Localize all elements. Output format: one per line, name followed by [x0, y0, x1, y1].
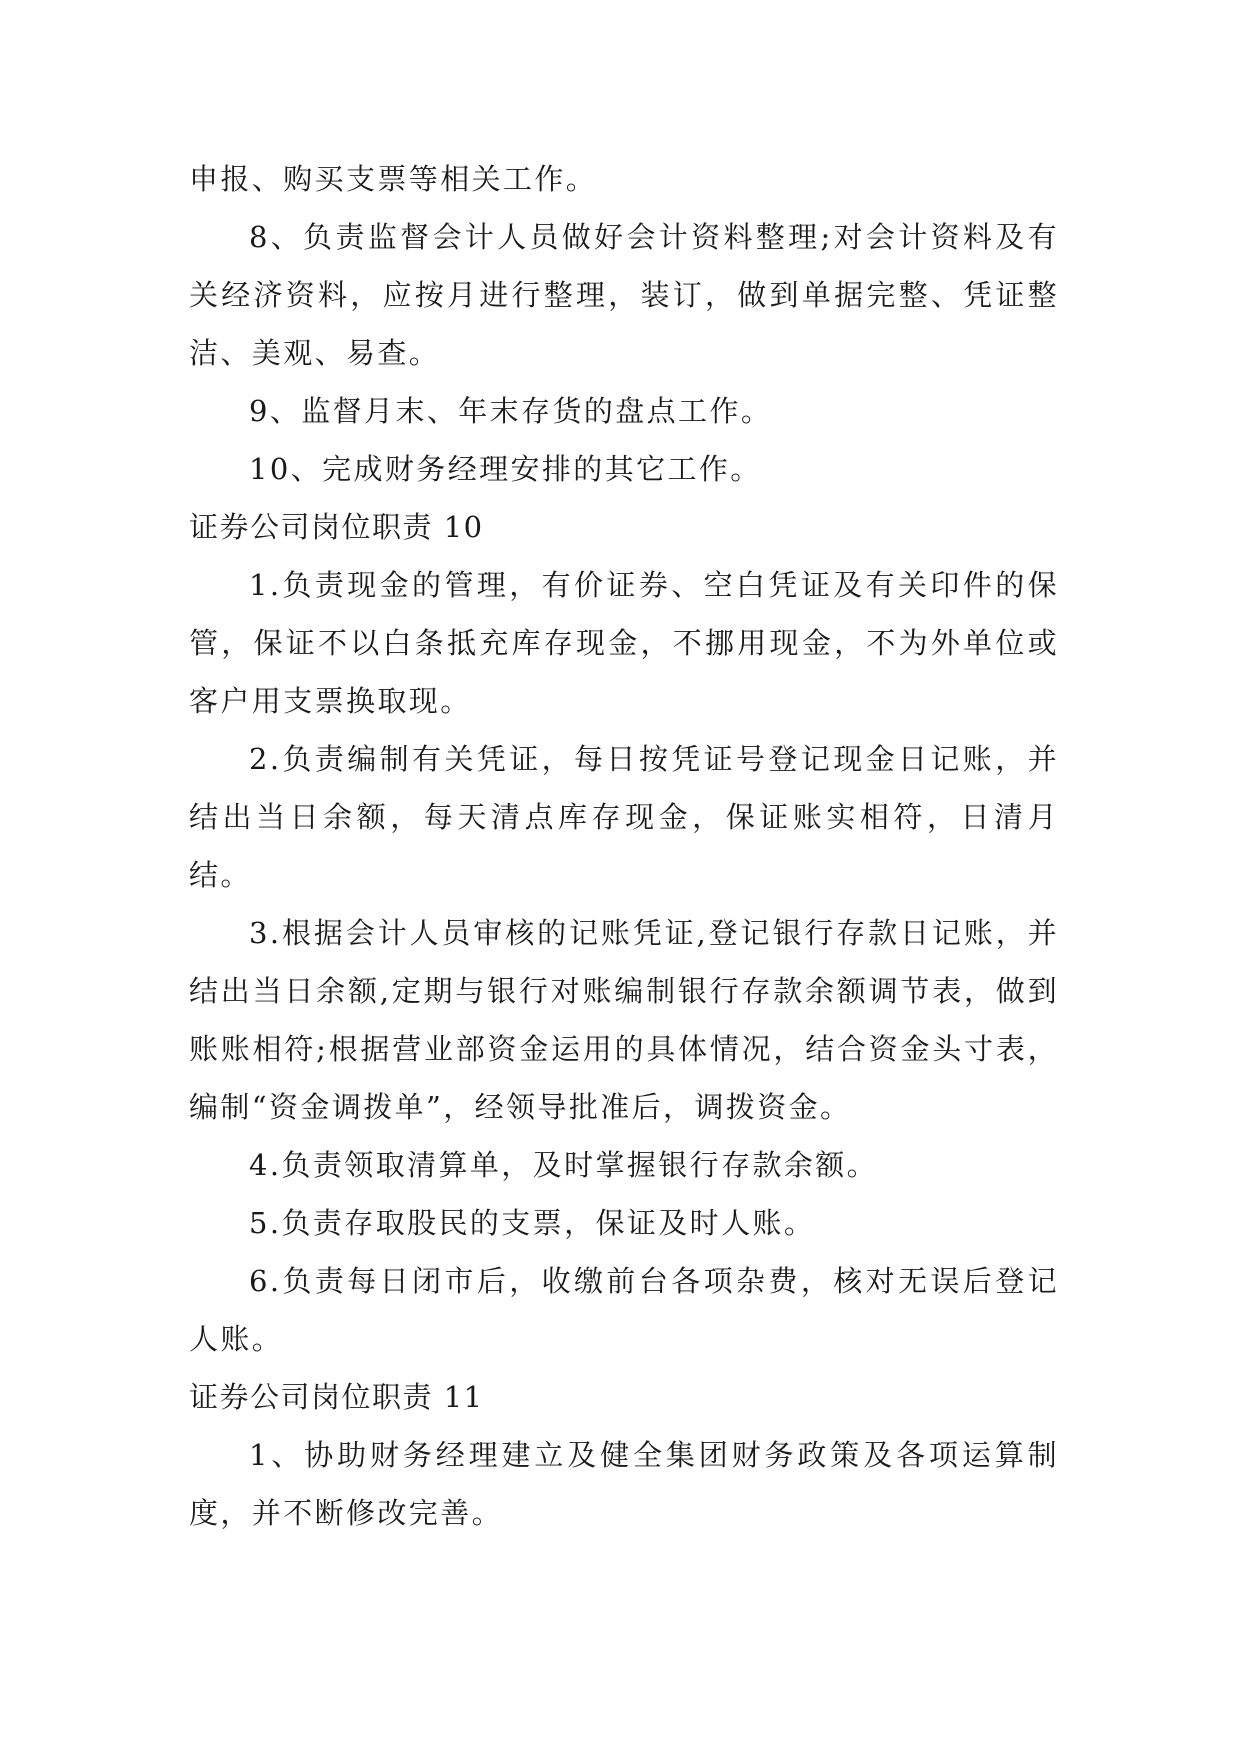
duty-item-8: 8、负责监督会计人员做好会计资料整理;对会计资料及有关经济资料，应按月进行整理，装订，做到单据完整、凭证整洁、美观、易查。: [189, 220, 1059, 370]
section-heading-11: 证券公司岗位职责 11: [189, 1380, 484, 1414]
document-body: [189, 150, 1059, 1542]
section10-item-4: 4.负责领取清算单，及时掌握银行存款余额。: [249, 1148, 879, 1182]
section10-item-1: 1.负责现金的管理，有价证券、空白凭证及有关印件的保管，保证不以白条抵充库存现金，不挪用现金，不为外单位或客户用支票换取现。: [189, 568, 1059, 718]
duty-item-9: 9、监督月末、年末存货的盘点工作。: [249, 394, 773, 428]
section10-item-3: 3.根据会计人员审核的记账凭证,登记银行存款日记账，并结出当日余额,定期与银行对账编制银行存款余额调节表，做到账账相符;根据营业部资金运用的具体情况，结合资金头寸表，编制“资金调拨单”，经领导批准后，调拨资金。: [189, 916, 1059, 1124]
section11-item-1: 1、协助财务经理建立及健全集团财务政策及各项运算制度，并不断修改完善。: [189, 1438, 1059, 1530]
duty-item-10: 10、完成财务经理安排的其它工作。: [249, 452, 762, 486]
paragraph-continuation: 申报、购买支票等相关工作。: [189, 162, 598, 196]
section10-item-2: 2.负责编制有关凭证，每日按凭证号登记现金日记账，并结出当日余额，每天清点库存现金，保证账实相符，日清月结。: [189, 742, 1059, 892]
section10-item-5: 5.负责存取股民的支票，保证及时人账。: [249, 1206, 816, 1240]
section-heading-10: 证券公司岗位职责 10: [189, 510, 484, 544]
section10-item-6: 6.负责每日闭市后，收缴前台各项杂费，核对无误后登记人账。: [189, 1264, 1059, 1356]
